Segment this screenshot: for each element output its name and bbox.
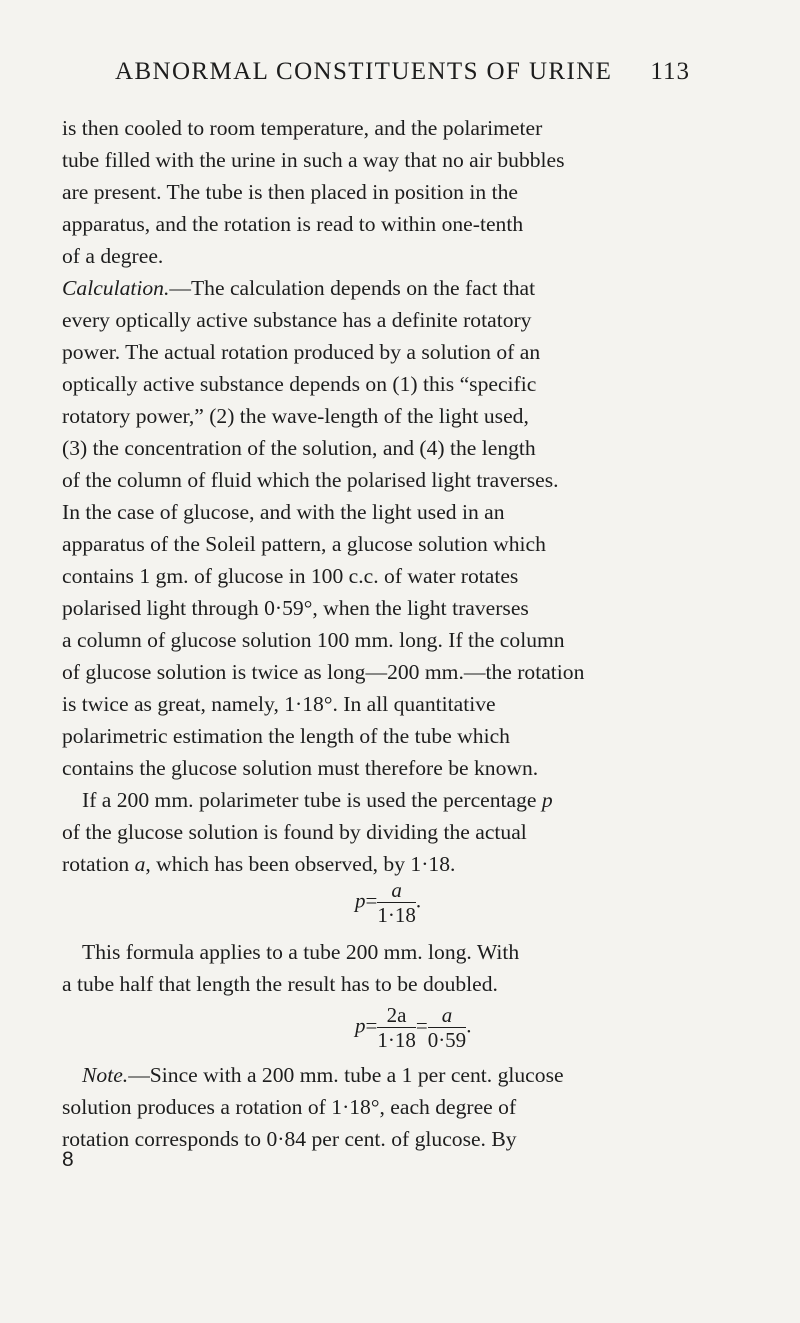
- running-head: ABNORMAL CONSTITUENTS OF URINE: [115, 58, 613, 85]
- text-line: of glucose solution is twice as long—200 mm.—the rotation: [62, 660, 585, 684]
- text-line: rotation corresponds to 0·84 per cent. of glucose. By: [62, 1127, 517, 1151]
- text-line: rotatory power,” (2) the wave-length of the light used,: [62, 404, 529, 428]
- text-line: This formula applies to a tube 200 mm. long. With: [82, 940, 520, 964]
- numerator: a: [428, 1003, 467, 1028]
- text-line: tube filled with the urine in such a way that no air bubbles: [62, 148, 565, 172]
- text-line: a tube half that length the result has to be doubled.: [62, 972, 498, 996]
- text-line: optically active substance depends on (1) this “specific: [62, 372, 537, 396]
- text-span: —The calculation depends on the fact that: [169, 276, 536, 300]
- equals-sign: =: [415, 1013, 428, 1038]
- denominator: 1·18: [377, 903, 416, 927]
- numerator: 2a: [377, 1003, 416, 1028]
- section-heading: Calculation.: [62, 276, 170, 300]
- text-line: every optically active substance has a definite rotatory: [62, 308, 532, 332]
- text-line: of the column of fluid which the polarised light traverses.: [62, 468, 559, 492]
- equals-sign: =: [365, 1013, 378, 1038]
- page-header: [115, 58, 690, 98]
- text-line: is then cooled to room temperature, and the polarimeter: [62, 116, 543, 140]
- denominator: 1·18: [377, 1028, 416, 1052]
- formula: [355, 878, 421, 927]
- text-line: contains 1 gm. of glucose in 100 c.c. of water rotates: [62, 564, 519, 588]
- text-line: polarised light through 0·59°, when the light traverses: [62, 596, 529, 620]
- text-line: polarimetric estimation the length of the tube which: [62, 724, 510, 748]
- text-line: [62, 849, 762, 879]
- math-variable: p: [355, 1013, 366, 1038]
- text-line: apparatus, and the rotation is read to within one-tenth: [62, 212, 524, 236]
- text-line: of the glucose solution is found by dividing the actual: [62, 820, 527, 844]
- page-number: 113: [650, 58, 690, 85]
- math-variable: p: [541, 788, 553, 812]
- text-line: solution produces a rotation of 1·18°, each degree of: [62, 1095, 517, 1119]
- text-line: [62, 273, 762, 303]
- text-line: a column of glucose solution 100 mm. long. If the column: [62, 628, 565, 652]
- text-span: If a 200 mm. polarimeter tube is used the percentage: [82, 788, 537, 812]
- text-line: are present. The tube is then placed in position in the: [62, 180, 518, 204]
- text-line: is twice as great, namely, 1·18°. In all quantitative: [62, 692, 496, 716]
- denominator: 0·59: [427, 1028, 467, 1052]
- formula-end: .: [466, 1013, 472, 1038]
- text-line: In the case of glucose, and with the light used in an: [62, 500, 505, 524]
- text-span: , which has been observed, by 1·18.: [145, 852, 456, 876]
- fraction: [377, 878, 416, 927]
- text-line: power. The actual rotation produced by a solution of an: [62, 340, 541, 364]
- numerator: a: [377, 878, 416, 903]
- text-span: rotation: [62, 852, 130, 876]
- text-line: (3) the concentration of the solution, and (4) the length: [62, 436, 536, 460]
- text-span: —Since with a 200 mm. tube a 1 per cent. glucose: [128, 1063, 564, 1087]
- text-line: [82, 785, 782, 815]
- text-line: [82, 1060, 782, 1090]
- text-line: apparatus of the Soleil pattern, a glucose solution which: [62, 532, 546, 556]
- text-line: contains the glucose solution must therefore be known.: [62, 756, 539, 780]
- equals-sign: =: [365, 888, 378, 913]
- formula-end: .: [415, 888, 422, 913]
- math-variable: a: [134, 852, 146, 876]
- fraction: [428, 1003, 467, 1052]
- math-variable: p: [355, 888, 366, 913]
- formula: [355, 1003, 471, 1052]
- note-heading: Note.: [82, 1063, 129, 1087]
- signature-mark: 8: [62, 1148, 74, 1171]
- text-line: of a degree.: [62, 244, 164, 268]
- fraction: [377, 1003, 416, 1052]
